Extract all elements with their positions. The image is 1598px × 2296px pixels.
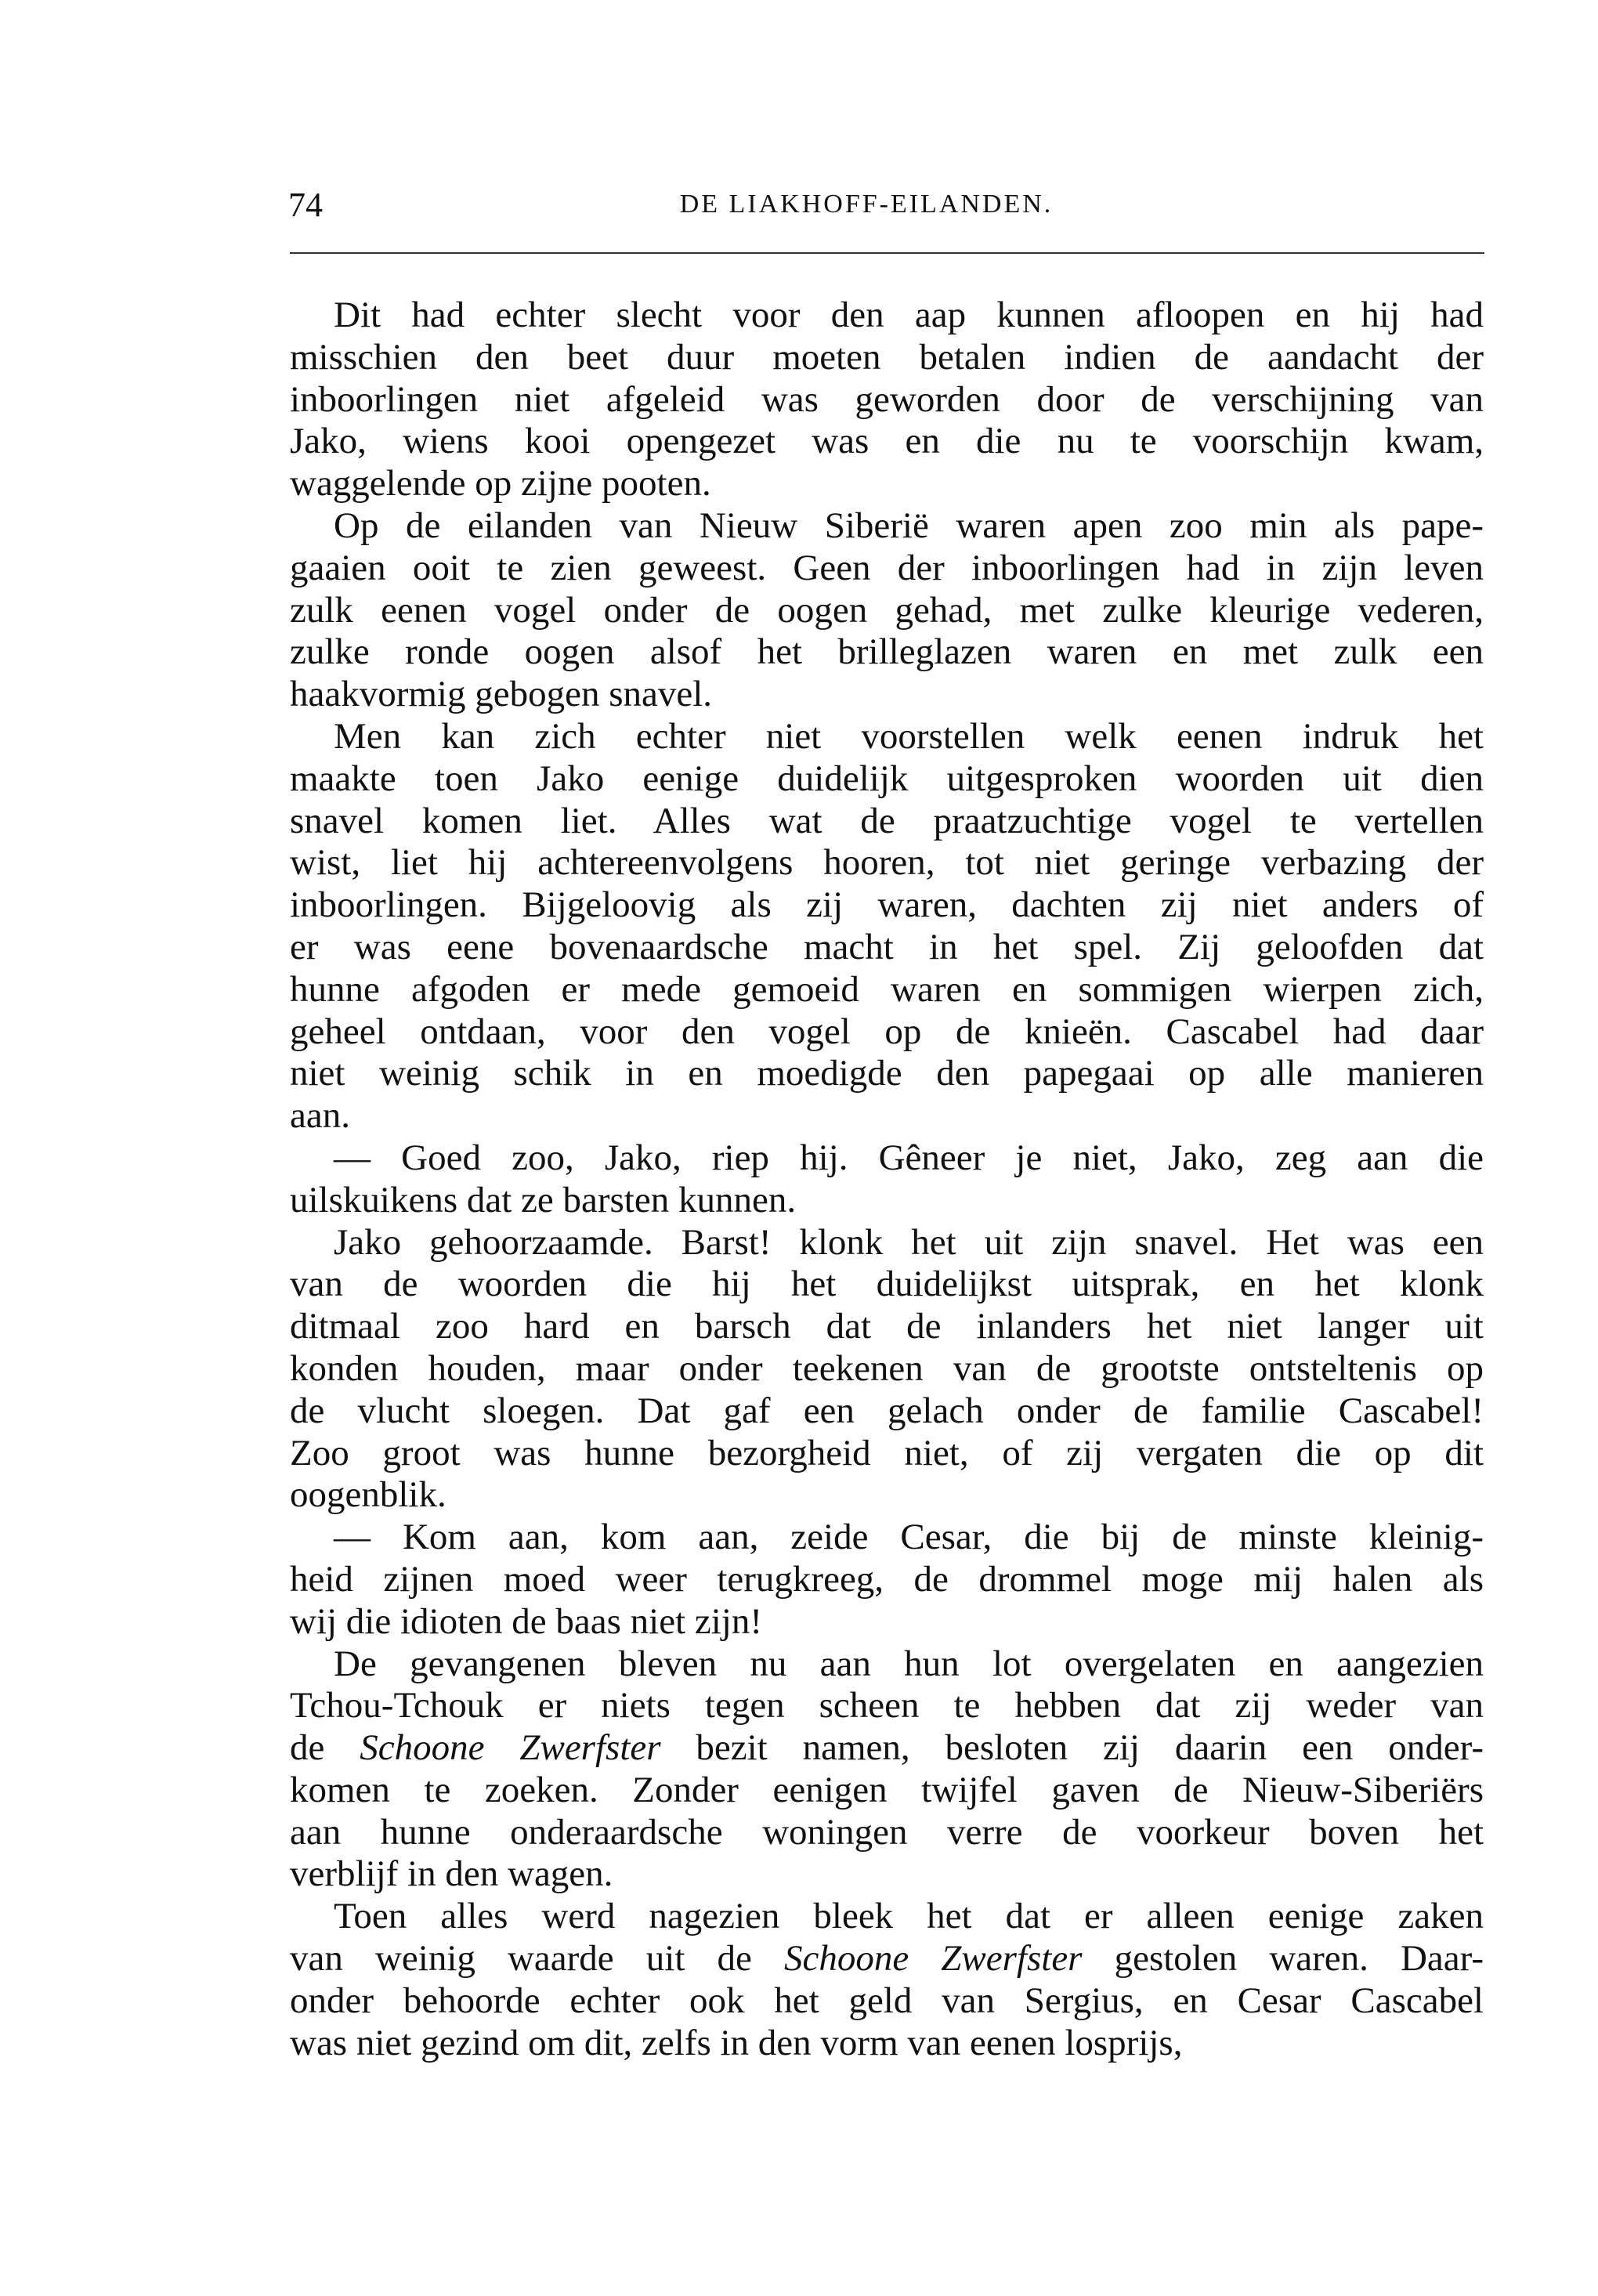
paragraph — [290, 1137, 1484, 1222]
text-line: uilskuikens dat ze barsten kunnen. — [290, 1179, 797, 1220]
text-segment: gestolen waren. Daar- — [1082, 1938, 1484, 1980]
text-line: Toen alles werd nagezien bleek het dat er alleen eenige zaken — [334, 1896, 1484, 1937]
paragraph — [290, 1517, 1484, 1643]
text-line: oogenblik. — [290, 1474, 446, 1516]
text-line: heid zijnen moed weer terugkreeg, de drommel moge mij halen als — [290, 1558, 1484, 1600]
text-line: Jako gehoorzaamde. Barst! klonk het uit zijn snavel. Het was een — [334, 1221, 1484, 1263]
text-line: waggelende op zijne pooten. — [290, 463, 711, 504]
text-line: wij die idioten de baas niet zijn! — [290, 1600, 762, 1642]
paragraph — [290, 505, 1484, 716]
text-line: konden houden, maar onder teekenen van de grootste ontsteltenis op — [290, 1347, 1484, 1389]
text-line: Men kan zich echter niet voorstellen welk eenen indruk het — [334, 715, 1484, 757]
text-line: aan hunne onderaardsche woningen verre de voorkeur boven het — [290, 1811, 1484, 1853]
text-line — [290, 1938, 1484, 1980]
text-line: zulke ronde oogen alsof het brilleglazen waren en met zulk een — [290, 631, 1484, 673]
text-segment: de — [290, 1727, 360, 1769]
text-line: de vlucht sloegen. Dat gaf een gelach onder de familie Cascabel! — [290, 1390, 1484, 1431]
text-segment: van weinig waarde uit de — [290, 1938, 784, 1980]
paragraph — [290, 295, 1484, 505]
text-line: geheel ontdaan, voor den vogel op de knieën. Cascabel had daar — [290, 1011, 1484, 1052]
text-line: komen te zoeken. Zonder eenigen twijfel gaven de Nieuw-Siberiërs — [290, 1769, 1484, 1810]
text-line: wist, liet hij achtereenvolgens hooren, tot niet geringe verbazing der — [290, 842, 1484, 884]
italic-title: Schoone Zwerfster — [360, 1727, 661, 1769]
text-line: onder behoorde echter ook het geld van Sergius, en Cesar Cascabel — [290, 1980, 1484, 2021]
text-line: van de woorden die hij het duidelijkst uitsprak, en het klonk — [290, 1264, 1484, 1305]
text-line: maakte toen Jako eenige duidelijk uitgesproken woorden uit dien — [290, 757, 1484, 799]
text-segment: bezit namen, besloten zij daarin een onder- — [660, 1727, 1484, 1769]
text-line: misschien den beet duur moeten betalen indien de aandacht der — [290, 336, 1484, 378]
running-title: DE LIAKHOFF-EILANDEN. — [679, 190, 1054, 219]
text-line — [290, 1727, 1484, 1770]
text-line: gaaien ooit te zien geweest. Geen der inboorlingen had in zijn leven — [290, 547, 1484, 588]
text-line: verblijf in den wagen. — [290, 1853, 613, 1895]
header-rule — [290, 252, 1484, 254]
text-line: Op de eilanden van Nieuw Siberië waren apen zoo min als pape- — [334, 504, 1484, 546]
paragraph — [290, 1643, 1484, 1896]
text-line: zulk eenen vogel onder de oogen gehad, met zulke kleurige vederen, — [290, 589, 1484, 631]
paragraph — [290, 1896, 1484, 2064]
text-line: De gevangenen bleven nu aan hun lot overgelaten en aangezien — [334, 1643, 1484, 1684]
text-line: Jako, wiens kooi opengezet was en die nu te voorschijn kwam, — [290, 421, 1484, 462]
body-text — [290, 295, 1484, 2064]
page-number: 74 — [288, 186, 323, 224]
text-line: haakvormig gebogen snavel. — [290, 674, 713, 715]
text-line: Dit had echter slecht voor den aap kunnen afloopen en hij had — [334, 295, 1484, 335]
text-line: hunne afgoden er mede gemoeid waren en sommigen wierpen zich, — [290, 968, 1484, 1010]
text-line: — Kom aan, kom aan, zeide Cesar, die bij de minste kleinig- — [334, 1517, 1484, 1558]
paragraph — [290, 716, 1484, 1137]
paragraph — [290, 1222, 1484, 1517]
text-line: was niet gezind om dit, zelfs in den vorm van eenen losprijs, — [290, 2022, 1183, 2063]
text-line: aan. — [290, 1095, 350, 1137]
text-line: inboorlingen niet afgeleid was geworden door de verschijning van — [290, 378, 1484, 420]
text-line: er was eene bovenaardsche macht in het spel. Zij geloofden dat — [290, 926, 1484, 967]
text-line: — Goed zoo, Jako, riep hij. Gêneer je niet, Jako, zeg aan die — [334, 1137, 1484, 1178]
text-line: ditmaal zoo hard en barsch dat de inlanders het niet langer uit — [290, 1306, 1484, 1347]
italic-title: Schoone Zwerfster — [783, 1938, 1083, 1980]
text-line: Zoo groot was hunne bezorgheid niet, of zij vergaten die op dit — [290, 1432, 1484, 1473]
text-line: Tchou-Tchouk er niets tegen scheen te hebben dat zij weder van — [290, 1685, 1484, 1727]
text-line: snavel komen liet. Alles wat de praatzuchtige vogel te vertellen — [290, 800, 1484, 841]
text-line: inboorlingen. Bijgeloovig als zij waren, dachten zij niet anders of — [290, 884, 1484, 926]
text-line: niet weinig schik in en moedigde den papegaai op alle manieren — [290, 1053, 1484, 1094]
